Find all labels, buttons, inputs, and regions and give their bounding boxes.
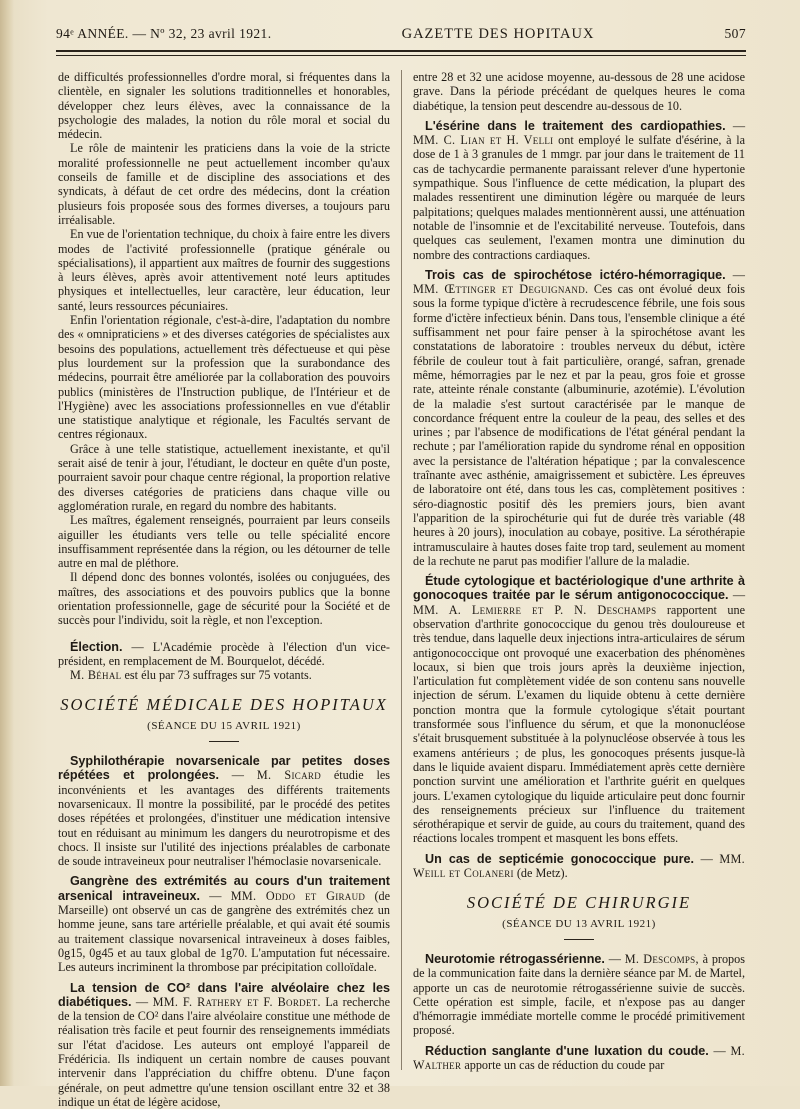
column-divider [401, 70, 402, 1070]
election-text: — L'Académie procède à l'élection d'un vice-président, en remplacement de M. Bourquelot, décédé. [58, 639, 390, 668]
article-heading: L'ésérine dans le traitement des cardiopathies. [425, 118, 726, 133]
article-septicemie: Un cas de septicémie gonococcique pure. — MM. Weill et Colaneri (de Metz). [413, 851, 746, 881]
article-heading: Trois cas de spirochétose ictéro-hémorragique. [425, 267, 726, 282]
page-spine-shadow [0, 0, 14, 1086]
author-name: MM. A. Lemierre et P. N. Deschamps [413, 602, 657, 617]
article-reduction: Réduction sanglante d'une luxation du coude. — M. Walther apporte un cas de réduction du coude par [413, 1043, 745, 1072]
issue-line: 94ᵉ ANNÉE. — Nº 32, 23 avril 1921. [56, 26, 272, 41]
author-name: MM. Weill et Colaneri [413, 851, 746, 881]
header-rule-thin [56, 55, 746, 56]
article-heading: Syphilothérapie novarsenicale par petites doses répétées et prolongées. [58, 754, 390, 783]
header-rule-thick [56, 50, 746, 52]
session-date: (SÉANCE DU 15 AVRIL 1921) [147, 719, 301, 732]
article-gangrene: Gangrène des extrémités au cours d'un traitement arsenical intraveineux. — MM. Oddo et Giraud (de Marseille) ont observé un cas de gangrène des extrémités chez un homme jeune, sans tare artérielle préalable, et qui avait été soumis au traitement classique novarsenical intraveineux à doses faibles, 0g15, 0g45 et au taux global de 1g70. L'amputation fut nécessaire. Les auteurs incriminent la thrombose par précipitation colloïdale. [58, 874, 391, 975]
paragraph: Enfin l'orientation régionale, c'est-à-dire, l'adaptation du nombre des « omnipraticiens » et des diverses catégories de spécialistes aux besoins des populations, actuellement très défectueuse et qui pèse plus lourdement sur la profession que la surabondance des médecins, pourrait être améliorée par la collaboration des pouvoirs publics (ministères de l'Instruction publique, de l'Intérieur et de l'Hygiène) avec les associations professionnelles en vue d'établir une statistique analytique et régionale, les Facultés servant de centres régionaux. [58, 313, 390, 442]
journal-title: GAZETTE DES HOPITAUX [401, 26, 595, 42]
article-arthrite: Étude cytologique et bactériologique d'une arthrite à gonocoques traitée par le sérum antigonococcique. — MM. A. Lemierre et P. N. Deschamps rapportent une observation d'arthrite gonococcique du genou très douloureuse et très tendue, dans laquelle deux injections intra-articulaires de sérum antigonococcique ont provoqué une exacerbation des phénomènes locaux, si bien que trois jours après la deuxième injection, l'articulation fut complètement vidée de son contenu sans nouvelle injection de sérum. L'examen du liquide obtenu à cette dernière ponction montra que la formule cytologique s'était pourtant transformée sous l'influence du sérum, et que la mononucléose s'était brusquement substituée à la polynucléose observée à tous les examens antérieurs ; de plus, les gonocoques présents jusque-là dans le liquide avaient disparu. Immédiatement après cette dernière ponction survint une amélioration et l'arthrite guérit en quelques jours. L'examen cytologique du liquide articulaire peut donc fournir des renseignements précieux sur l'influence du traitement sérothérapique et servir de guide, au cours du traitement, quand des réactions locales trompent et masquent les bons effets. [413, 574, 746, 846]
page-header [56, 26, 746, 48]
election-heading: Élection. [70, 639, 123, 654]
article-heading: Gangrène des extrémités au cours d'un traitement arsenical intraveineux. [58, 874, 390, 903]
author-name: M. Descomps, [624, 951, 699, 966]
election-paragraph [58, 640, 390, 669]
article-heading: Un cas de septicémie gonococcique pure. [425, 851, 694, 866]
page-number: 507 [724, 26, 746, 41]
article-eserine: L'ésérine dans le traitement des cardiopathies. — MM. C. Lian et H. Velli ont employé le sulfate d'ésérine, à la dose de 1 à 3 granules de 1 mmgr. par jour dans le traitement de 11 cas de tachycardie permanente paraissant relever d'une hypertonie sympathique. Sous l'influence de cette médication, la plupart des malades ressentirent une diminution légère ou marquée de leurs palpitations; quelques malades mentionnèrent aussi, une atténuation notable de l'insomnie et de l'excitabilité nerveuse. Toutefois, dans quelques cas seulement, l'examen montra une diminution du nombre des contractions cardiaques. [413, 118, 746, 262]
article-neurotomie: Neurotomie rétrogassérienne. — M. Descomps, à propos de la communication faite dans la dernière séance par M. de Martel, apporte un cas de neurotomie rétrogassérienne suivie de succès. Cette opération est simple, facile, et n'expose pas au danger d'hémorragie immédiate mortelle comme le procédé primitivement proposé. [413, 951, 745, 1038]
article-heading: Réduction sanglante d'une luxation du coude. [425, 1043, 709, 1058]
paragraph: Le rôle de maintenir les praticiens dans la voie de la stricte moralité professionnelle ne peut actuellement incomber qu'aux conseils de famille et de discipline des associations et des syndicats, à défaut de cet ordre des médecins, dont la création plusieurs fois proposée sous des formes diverses, a toujours paru irréalisable. [58, 141, 390, 227]
author-name: MM. C. Lian et H. Velli [413, 133, 554, 148]
article-heading: La tension de CO² dans l'aire alvéolaire chez les diabétiques. [58, 980, 390, 1009]
section-title: SOCIÉTÉ DE CHIRURGIE [466, 893, 692, 913]
election-result: M. Béhal est élu par 73 suffrages sur 75 votants. [70, 668, 312, 683]
author-name: MM. F. Rathery et F. Bordet. [152, 994, 321, 1009]
article-heading: Étude cytologique et bactériologique d'une arthrite à gonocoques traitée par le sérum antigonococcique. [413, 574, 745, 603]
section-title: SOCIÉTÉ MÉDICALE DES HOPITAUX [60, 695, 388, 715]
paragraph: En vue de l'orientation technique, du choix à faire entre les divers modes de l'activité professionnelle (pratique générale ou spécialisations), il appartient aux maîtres de fournir des suggestions à leurs élèves, après avoir attentivement noté leurs aptitudes physiques et intellectuelles, leur caractère, leur éducation, leur santé, leurs ressources pécuniaires. [58, 227, 390, 313]
article-spirochetose: Trois cas de spirochétose ictéro-hémorragique. — MM. Œttinger et Deguignand. Ces cas ont évolué deux fois sous la forme typique d'ictère à recrudescence fébrile, une fois sous forme d'ictère infectieux bénin. Dans tous, l'ensemble clinique a été suffisamment net pour faire penser à la spirochétose avant les constatations de laboratoire : troubles nerveux du début, ictère fébrile de couleur tout à fait particulière, orangé, safran, grenade même, hémorragies par le nez et par la peau, gros foie et grosse rate, atteinte rénale constante (albuminurie, azotémie). L'évolution de la maladie s'est surtout caractérisée par le manque de concordance fréquent entre la couleur de la peau, des selles et des urines ; par l'absence de modifications de l'état général pendant la rechute ; par l'amélioration rapide du syndrome rénal en opposition avec la persistance de l'altération hépatique ; par la convalescence traînante avec asthénie, amaigrissement et subictère. Les épreuves de laboratoire ont été, dans tous les cas, complètement positives : séro-diagnostic positif dès les premiers jours, bien avant l'apparition de la spirochéturie qui fut de durée très variable (48 heures à 20 jours), inoculation au cobaye, positive. La sérothérapie intramusculaire à hautes doses faite trop tard, seulement au moment de la rechute ne parut pas modifier l'allure de la maladie. [413, 267, 746, 568]
right-column [413, 70, 745, 1080]
short-rule [564, 939, 594, 940]
article-heading: Neurotomie rétrogassérienne. [425, 951, 605, 966]
short-rule [209, 741, 239, 742]
left-column [58, 70, 391, 1109]
paragraph: Les maîtres, également renseignés, pourraient par leurs conseils aiguiller les étudiants vers telle ou telle spécialité encore insuffisamment représentée dans la région, ou les détourner de telle autre en mal de pléthore. [58, 513, 390, 571]
paragraph: de difficultés professionnelles d'ordre moral, si fréquentes dans la clientèle, en signaler les solutions traditionnelles et honorables, développer chez leurs élèves, avec la connaissance de la psychologie des malades, la notion du rôle moral et social du médecin. [58, 70, 390, 142]
author-name: MM. Oddo et Giraud [230, 888, 366, 903]
author-name: M. Sicard [256, 768, 322, 783]
paragraph: entre 28 et 32 une acidose moyenne, au-dessous de 28 une acidose grave. Dans la période précédant de quelques heures le coma diabétique, la tension peut descendre au-dessous de 10. [413, 70, 745, 113]
session-date: (SÉANCE DU 13 AVRIL 1921) [502, 917, 656, 930]
author-name: MM. Œttinger et Deguignand. [413, 282, 589, 297]
paragraph: Grâce à une telle statistique, actuellement inexistante, et qu'il serait aisé de tenir à jour, l'étudiant, le docteur en quête d'un poste, pourraient savoir pour chaque centre régional, la proportion relative des diverses catégories de praticiens dans chaque ville ou agglomération rurale, en regard du nombre des habitants. [58, 441, 390, 513]
author-name: M. Walther [413, 1043, 745, 1072]
article-syphilotherapie: Syphilothérapie novarsenicale par petites doses répétées et prolongées. — M. Sicard étudie les inconvénients et les avantages des différents traitements novarsenicaux. Il montre la possibilité, par le procédé des petites doses répétées et prolongées, d'instituer une médication intensive tout en réduisant au minimum les dangers du neurotropisme et des chocs. Il insiste sur l'utilité des injections préalables de carbonate de soude intraveineux pour neutraliser l'hémoclasie novarsenicale. [58, 754, 390, 869]
author-name: M. Béhal [70, 668, 122, 683]
paragraph: Il dépend donc des bonnes volontés, isolées ou conjuguées, des maîtres, des associations et des pouvoirs publics que la bonne orientation professionnelle, gage de sécurité pour la Société et de succès pour l'individu, soit la règle, et non l'exception. [58, 570, 390, 628]
article-tension-co2: La tension de CO² dans l'aire alvéolaire chez les diabétiques. — MM. F. Rathery et F. Bordet. La recherche de la tension de CO² dans l'aire alvéolaire constitue une méthode de réalisation très facile et peut fournir des renseignements immédiats sur l'état d'acidose. Les auteurs ont employé l'appareil de Frédéricia. Ils indiquent un certain nombre de causes pouvant intervenir dans l'appréciation du chiffre obtenu. D'une façon générale, on peut admettre qu'une tension oscillant entre 32 et 38 indique un état de légère acidose, [58, 980, 390, 1109]
